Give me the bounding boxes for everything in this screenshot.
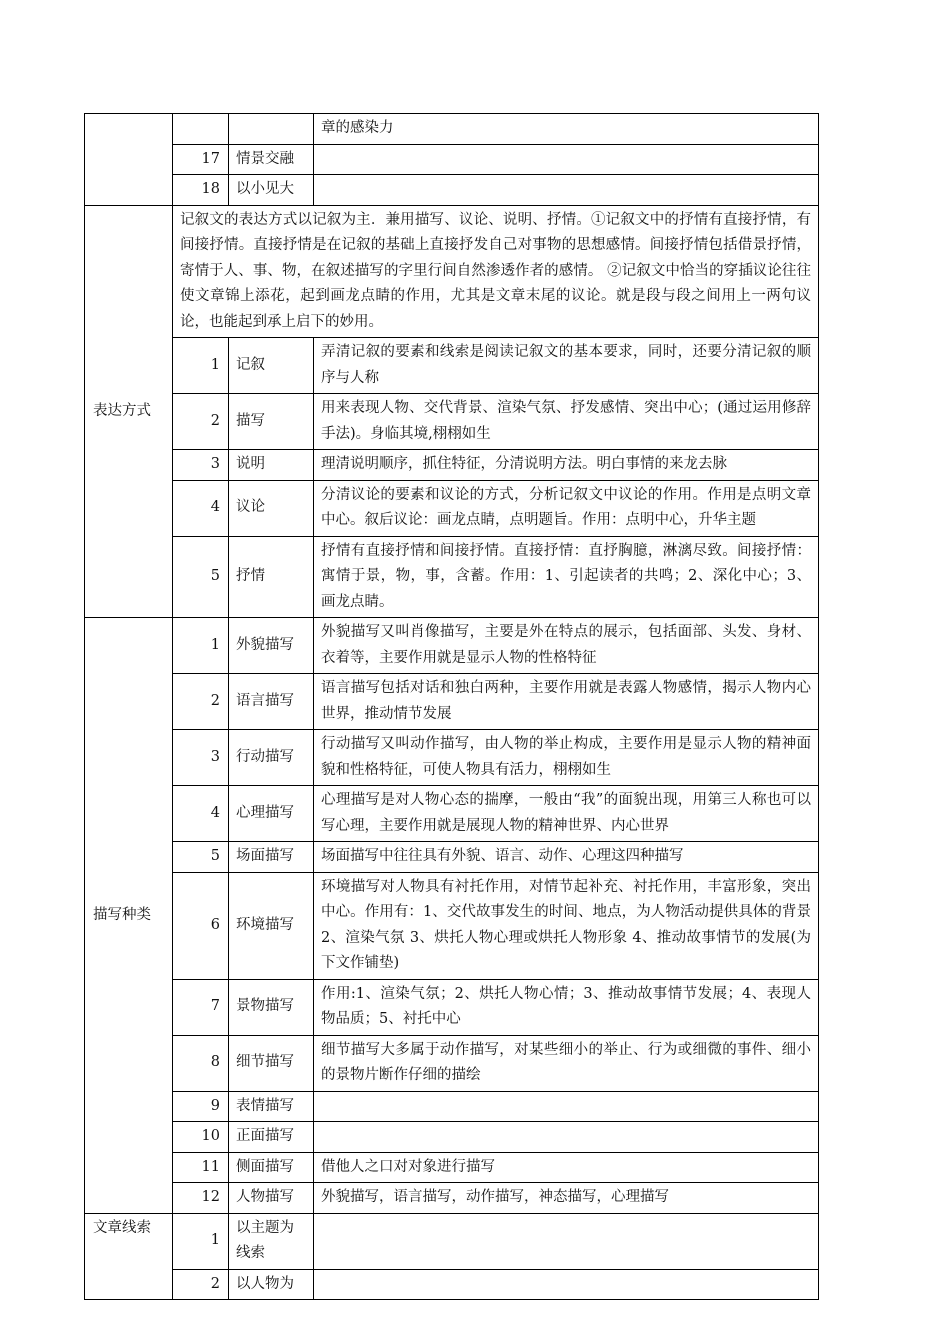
table-row bbox=[85, 205, 819, 338]
item-description: 抒情有直接抒情和间接抒情。直接抒情：直抒胸臆，淋漓尽致。间接抒情：寓情于景，物，事，含蓄。作用：1、引起读者的共鸣；2、深化中心；3、画龙点睛。 bbox=[314, 536, 819, 618]
item-description: 外貌描写又叫肖像描写，主要是外在特点的展示，包括面部、头发、身材、衣着等，主要作用就是显示人物的性格特征 bbox=[314, 618, 819, 674]
item-name bbox=[229, 114, 314, 145]
item-name: 心理描写 bbox=[229, 786, 314, 842]
item-number: 4 bbox=[173, 786, 229, 842]
item-number: 17 bbox=[173, 144, 229, 175]
item-name: 行动描写 bbox=[229, 730, 314, 786]
item-number: 10 bbox=[173, 1122, 229, 1153]
table-row bbox=[85, 618, 819, 674]
item-description bbox=[314, 1269, 819, 1300]
item-description: 理清说明顺序，抓住特征，分清说明方法。明白事情的来龙去脉 bbox=[314, 450, 819, 481]
item-description: 弄清记叙的要素和线索是阅读记叙文的基本要求，同时，还要分清记叙的顺序与人称 bbox=[314, 338, 819, 394]
table-row bbox=[85, 674, 819, 730]
category-cell-empty bbox=[85, 114, 173, 206]
item-name: 描写 bbox=[229, 394, 314, 450]
item-number: 2 bbox=[173, 1269, 229, 1300]
category-description: 描写种类 bbox=[85, 618, 173, 1214]
item-description: 环境描写对人物具有衬托作用，对情节起补充、衬托作用，丰富形象，突出中心。作用有：1、交代故事发生的时间、地点，为人物活动提供具体的背景 2、渲染气氛 3、烘托人物心理或烘托人物形象 4、推动故事情节的发展(为下文作铺垫) bbox=[314, 872, 819, 979]
table-row bbox=[85, 872, 819, 979]
item-name: 以人物为 bbox=[229, 1269, 314, 1300]
item-number: 2 bbox=[173, 674, 229, 730]
item-number bbox=[173, 114, 229, 145]
item-description: 行动描写又叫动作描写，由人物的举止构成，主要作用是显示人物的精神面貌和性格特征，可使人物具有活力，栩栩如生 bbox=[314, 730, 819, 786]
item-name: 侧面描写 bbox=[229, 1152, 314, 1183]
item-name: 外貌描写 bbox=[229, 618, 314, 674]
table-row bbox=[85, 842, 819, 873]
item-number: 11 bbox=[173, 1152, 229, 1183]
item-description: 语言描写包括对话和独白两种，主要作用就是表露人物感情，揭示人物内心世界，推动情节发展 bbox=[314, 674, 819, 730]
item-number: 5 bbox=[173, 842, 229, 873]
table-row bbox=[85, 1122, 819, 1153]
item-number: 1 bbox=[173, 338, 229, 394]
table-row bbox=[85, 536, 819, 618]
item-name: 情景交融 bbox=[229, 144, 314, 175]
item-name: 记叙 bbox=[229, 338, 314, 394]
item-number: 1 bbox=[173, 1213, 229, 1269]
item-description bbox=[314, 175, 819, 206]
item-name: 人物描写 bbox=[229, 1183, 314, 1214]
table-row bbox=[85, 1035, 819, 1091]
item-description bbox=[314, 1122, 819, 1153]
item-description: 外貌描写，语言描写，动作描写，神态描写，心理描写 bbox=[314, 1183, 819, 1214]
item-number: 7 bbox=[173, 979, 229, 1035]
item-description: 作用:1、渲染气氛；2、烘托人物心情；3、推动故事情节发展；4、表现人物品质；5、衬托中心 bbox=[314, 979, 819, 1035]
item-description: 场面描写中往往具有外貌、语言、动作、心理这四种描写 bbox=[314, 842, 819, 873]
table-row bbox=[85, 786, 819, 842]
table-row bbox=[85, 175, 819, 206]
item-number: 6 bbox=[173, 872, 229, 979]
table-row bbox=[85, 450, 819, 481]
item-description: 借他人之口对对象进行描写 bbox=[314, 1152, 819, 1183]
item-number: 2 bbox=[173, 394, 229, 450]
item-name: 以小见大 bbox=[229, 175, 314, 206]
item-description: 章的感染力 bbox=[314, 114, 819, 145]
table-row bbox=[85, 338, 819, 394]
expression-intro: 记叙文的表达方式以记叙为主．兼用描写、议论、说明、抒情。①记叙文中的抒情有直接抒情，有间接抒情。直接抒情是在记叙的基础上直接抒发自己对事物的思想感情。间接抒情包括借景抒情，寄情于人、事、物，在叙述描写的字里行间自然渗透作者的感情。 ②记叙文中恰当的穿插议论往往使文章锦上添花，起到画龙点睛的作用，尤其是文章末尾的议论。就是段与段之间用上一两句议论，也能起到承上启下的妙用。 bbox=[173, 205, 819, 338]
item-name: 说明 bbox=[229, 450, 314, 481]
table-row bbox=[85, 480, 819, 536]
table-row bbox=[85, 394, 819, 450]
item-number: 18 bbox=[173, 175, 229, 206]
item-description: 分清议论的要素和议论的方式，分析记叙文中议论的作用。作用是点明文章中心。叙后议论：画龙点睛，点明题旨。作用：点明中心，升华主题 bbox=[314, 480, 819, 536]
knowledge-table bbox=[84, 113, 819, 1300]
item-description bbox=[314, 1213, 819, 1269]
item-number: 3 bbox=[173, 450, 229, 481]
item-description bbox=[314, 144, 819, 175]
item-number: 12 bbox=[173, 1183, 229, 1214]
item-description: 心理描写是对人物心态的揣摩，一般由“我”的面貌出现，用第三人称也可以写心理，主要作用就是展现人物的精神世界、内心世界 bbox=[314, 786, 819, 842]
table-row bbox=[85, 730, 819, 786]
table-row bbox=[85, 1091, 819, 1122]
item-name: 议论 bbox=[229, 480, 314, 536]
category-expression: 表达方式 bbox=[85, 205, 173, 618]
table-row bbox=[85, 1269, 819, 1300]
item-name: 语言描写 bbox=[229, 674, 314, 730]
table-row bbox=[85, 1152, 819, 1183]
item-name: 场面描写 bbox=[229, 842, 314, 873]
item-name: 以主题为线索 bbox=[229, 1213, 314, 1269]
item-name: 抒情 bbox=[229, 536, 314, 618]
table-row bbox=[85, 979, 819, 1035]
item-name: 正面描写 bbox=[229, 1122, 314, 1153]
table-row bbox=[85, 144, 819, 175]
item-number: 9 bbox=[173, 1091, 229, 1122]
item-name: 表情描写 bbox=[229, 1091, 314, 1122]
category-clue: 文章线索 bbox=[85, 1213, 173, 1300]
item-name: 环境描写 bbox=[229, 872, 314, 979]
item-description bbox=[314, 1091, 819, 1122]
item-description: 细节描写大多属于动作描写，对某些细小的举止、行为或细微的事件、细小的景物片断作仔细的描绘 bbox=[314, 1035, 819, 1091]
table-row bbox=[85, 1183, 819, 1214]
table-row bbox=[85, 1213, 819, 1269]
item-name: 细节描写 bbox=[229, 1035, 314, 1091]
item-description: 用来表现人物、交代背景、渲染气氛、抒发感情、突出中心；(通过运用修辞手法)。身临其境,栩栩如生 bbox=[314, 394, 819, 450]
item-number: 3 bbox=[173, 730, 229, 786]
item-number: 1 bbox=[173, 618, 229, 674]
item-number: 8 bbox=[173, 1035, 229, 1091]
item-number: 4 bbox=[173, 480, 229, 536]
table-row bbox=[85, 114, 819, 145]
item-name: 景物描写 bbox=[229, 979, 314, 1035]
item-number: 5 bbox=[173, 536, 229, 618]
